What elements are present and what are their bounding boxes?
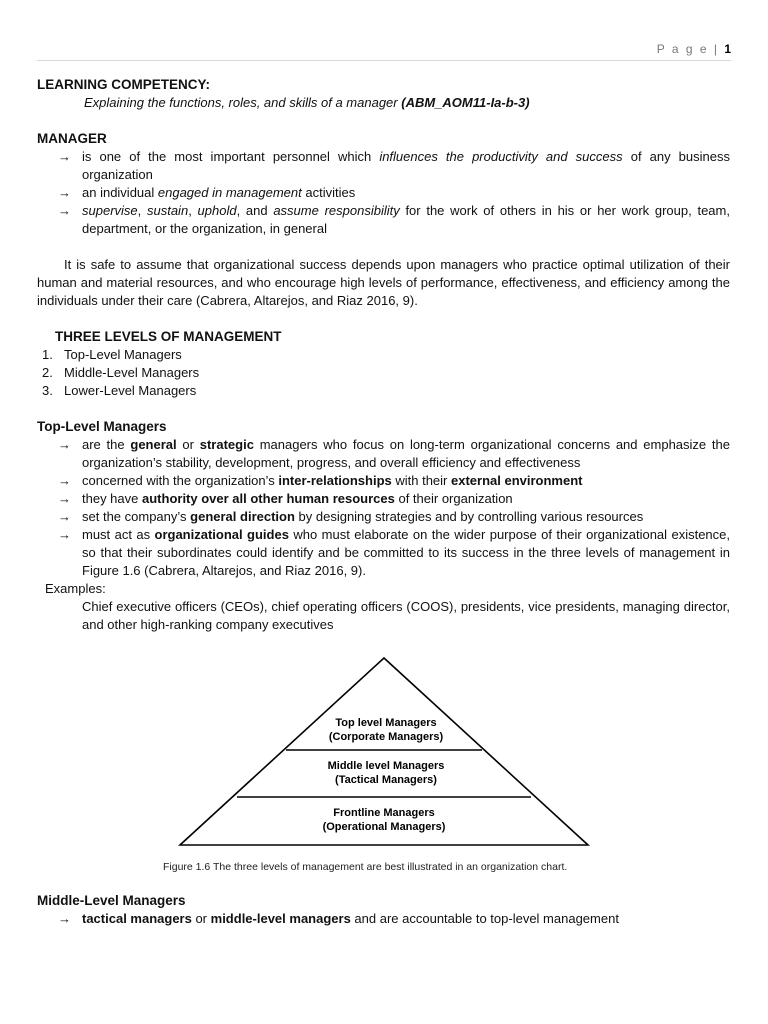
arrow-icon: → bbox=[58, 473, 71, 488]
pyramid-diagram bbox=[0, 648, 768, 858]
top-level-heading: Top-Level Managers bbox=[37, 419, 167, 434]
top-level-sublabel: (Corporate Managers) bbox=[328, 731, 444, 743]
list-item: 2. Middle-Level Managers bbox=[42, 365, 200, 380]
figure-caption: Figure 1.6 The three levels of management are best illustrated in an organization chart. bbox=[163, 861, 568, 873]
arrow-icon: → bbox=[58, 911, 71, 926]
middle-level-heading: Middle-Level Managers bbox=[37, 893, 186, 908]
arrow-icon: → bbox=[58, 437, 71, 452]
competency-code: (ABM_AOM11-Ia-b-3) bbox=[401, 95, 530, 110]
examples-text: Chief executive officers (CEOs), chief operating officers (COOS), presidents, vice presidents, managing director, and other high-ranking company executives bbox=[82, 599, 730, 632]
competency-text: Explaining the functions, roles, and skills of a manager bbox=[84, 95, 398, 110]
levels-heading: THREE LEVELS OF MANAGEMENT bbox=[55, 329, 282, 344]
list-item: → is one of the most important personnel which influences the productivity and success of any business organization bbox=[58, 149, 730, 182]
frontline-label: Frontline Managers bbox=[333, 807, 435, 819]
list-item: → concerned with the organization’s inter-relationships with their external environment bbox=[58, 473, 583, 488]
management-pyramid-figure bbox=[0, 648, 768, 873]
list-item: → set the company’s general direction by designing strategies and by controlling various resources bbox=[58, 509, 644, 524]
list-item: 3. Lower-Level Managers bbox=[42, 383, 197, 398]
page-number: 1 bbox=[724, 42, 731, 56]
list-item: → supervise, sustain, uphold, and assume responsibility for the work of others in his or her work group, team, department, or the organization, in general bbox=[58, 203, 730, 236]
list-item: → tactical managers or middle-level managers and are accountable to top-level management bbox=[58, 911, 619, 926]
arrow-icon: → bbox=[58, 203, 71, 218]
intro-paragraph: It is safe to assume that organizational success depends upon managers who practice optimal utilization of their human and material resources, and who encourage high levels of performance, effectiveness, and efficiency among the individuals under their care (Cabrera, Altarejos, and Riaz 2016, 9). bbox=[37, 257, 730, 308]
middle-level-list bbox=[37, 910, 730, 928]
list-item: → an individual engaged in management activities bbox=[58, 185, 356, 200]
document-body bbox=[37, 76, 730, 928]
list-item: → they have authority over all other human resources of their organization bbox=[58, 491, 513, 506]
page-header bbox=[37, 40, 731, 61]
arrow-icon: → bbox=[58, 491, 71, 506]
learning-competency-desc bbox=[37, 94, 730, 112]
arrow-icon: → bbox=[58, 509, 71, 524]
examples-label: Examples: bbox=[45, 581, 106, 596]
top-level-label: Top level Managers bbox=[335, 717, 437, 729]
manager-list bbox=[37, 148, 730, 238]
page-label: P a g e | bbox=[656, 42, 719, 56]
arrow-icon: → bbox=[58, 149, 71, 164]
top-level-list bbox=[37, 436, 730, 580]
arrow-icon: → bbox=[58, 185, 71, 200]
list-item: → must act as organizational guides who must elaborate on the wider purpose of their organizational existence, so that their subordinates could identify and be committed to its success in the three levels of management in Figure 1.6 (Cabrera, Altarejos, and Riaz 2016, 9). bbox=[58, 527, 730, 578]
middle-level-sublabel: (Tactical Managers) bbox=[335, 774, 437, 786]
frontline-sublabel: (Operational Managers) bbox=[322, 821, 446, 833]
manager-heading: MANAGER bbox=[37, 131, 107, 146]
list-item: → are the general or strategic managers who focus on long-term organizational concerns and emphasize the organization’s stability, development, progress, and overall efficiency and effectiveness bbox=[58, 437, 730, 470]
list-item: 1. Top-Level Managers bbox=[42, 347, 182, 362]
middle-level-label: Middle level Managers bbox=[327, 760, 445, 772]
levels-list bbox=[37, 346, 730, 400]
arrow-icon: → bbox=[58, 527, 71, 542]
learning-competency-heading: LEARNING COMPETENCY: bbox=[37, 77, 211, 92]
